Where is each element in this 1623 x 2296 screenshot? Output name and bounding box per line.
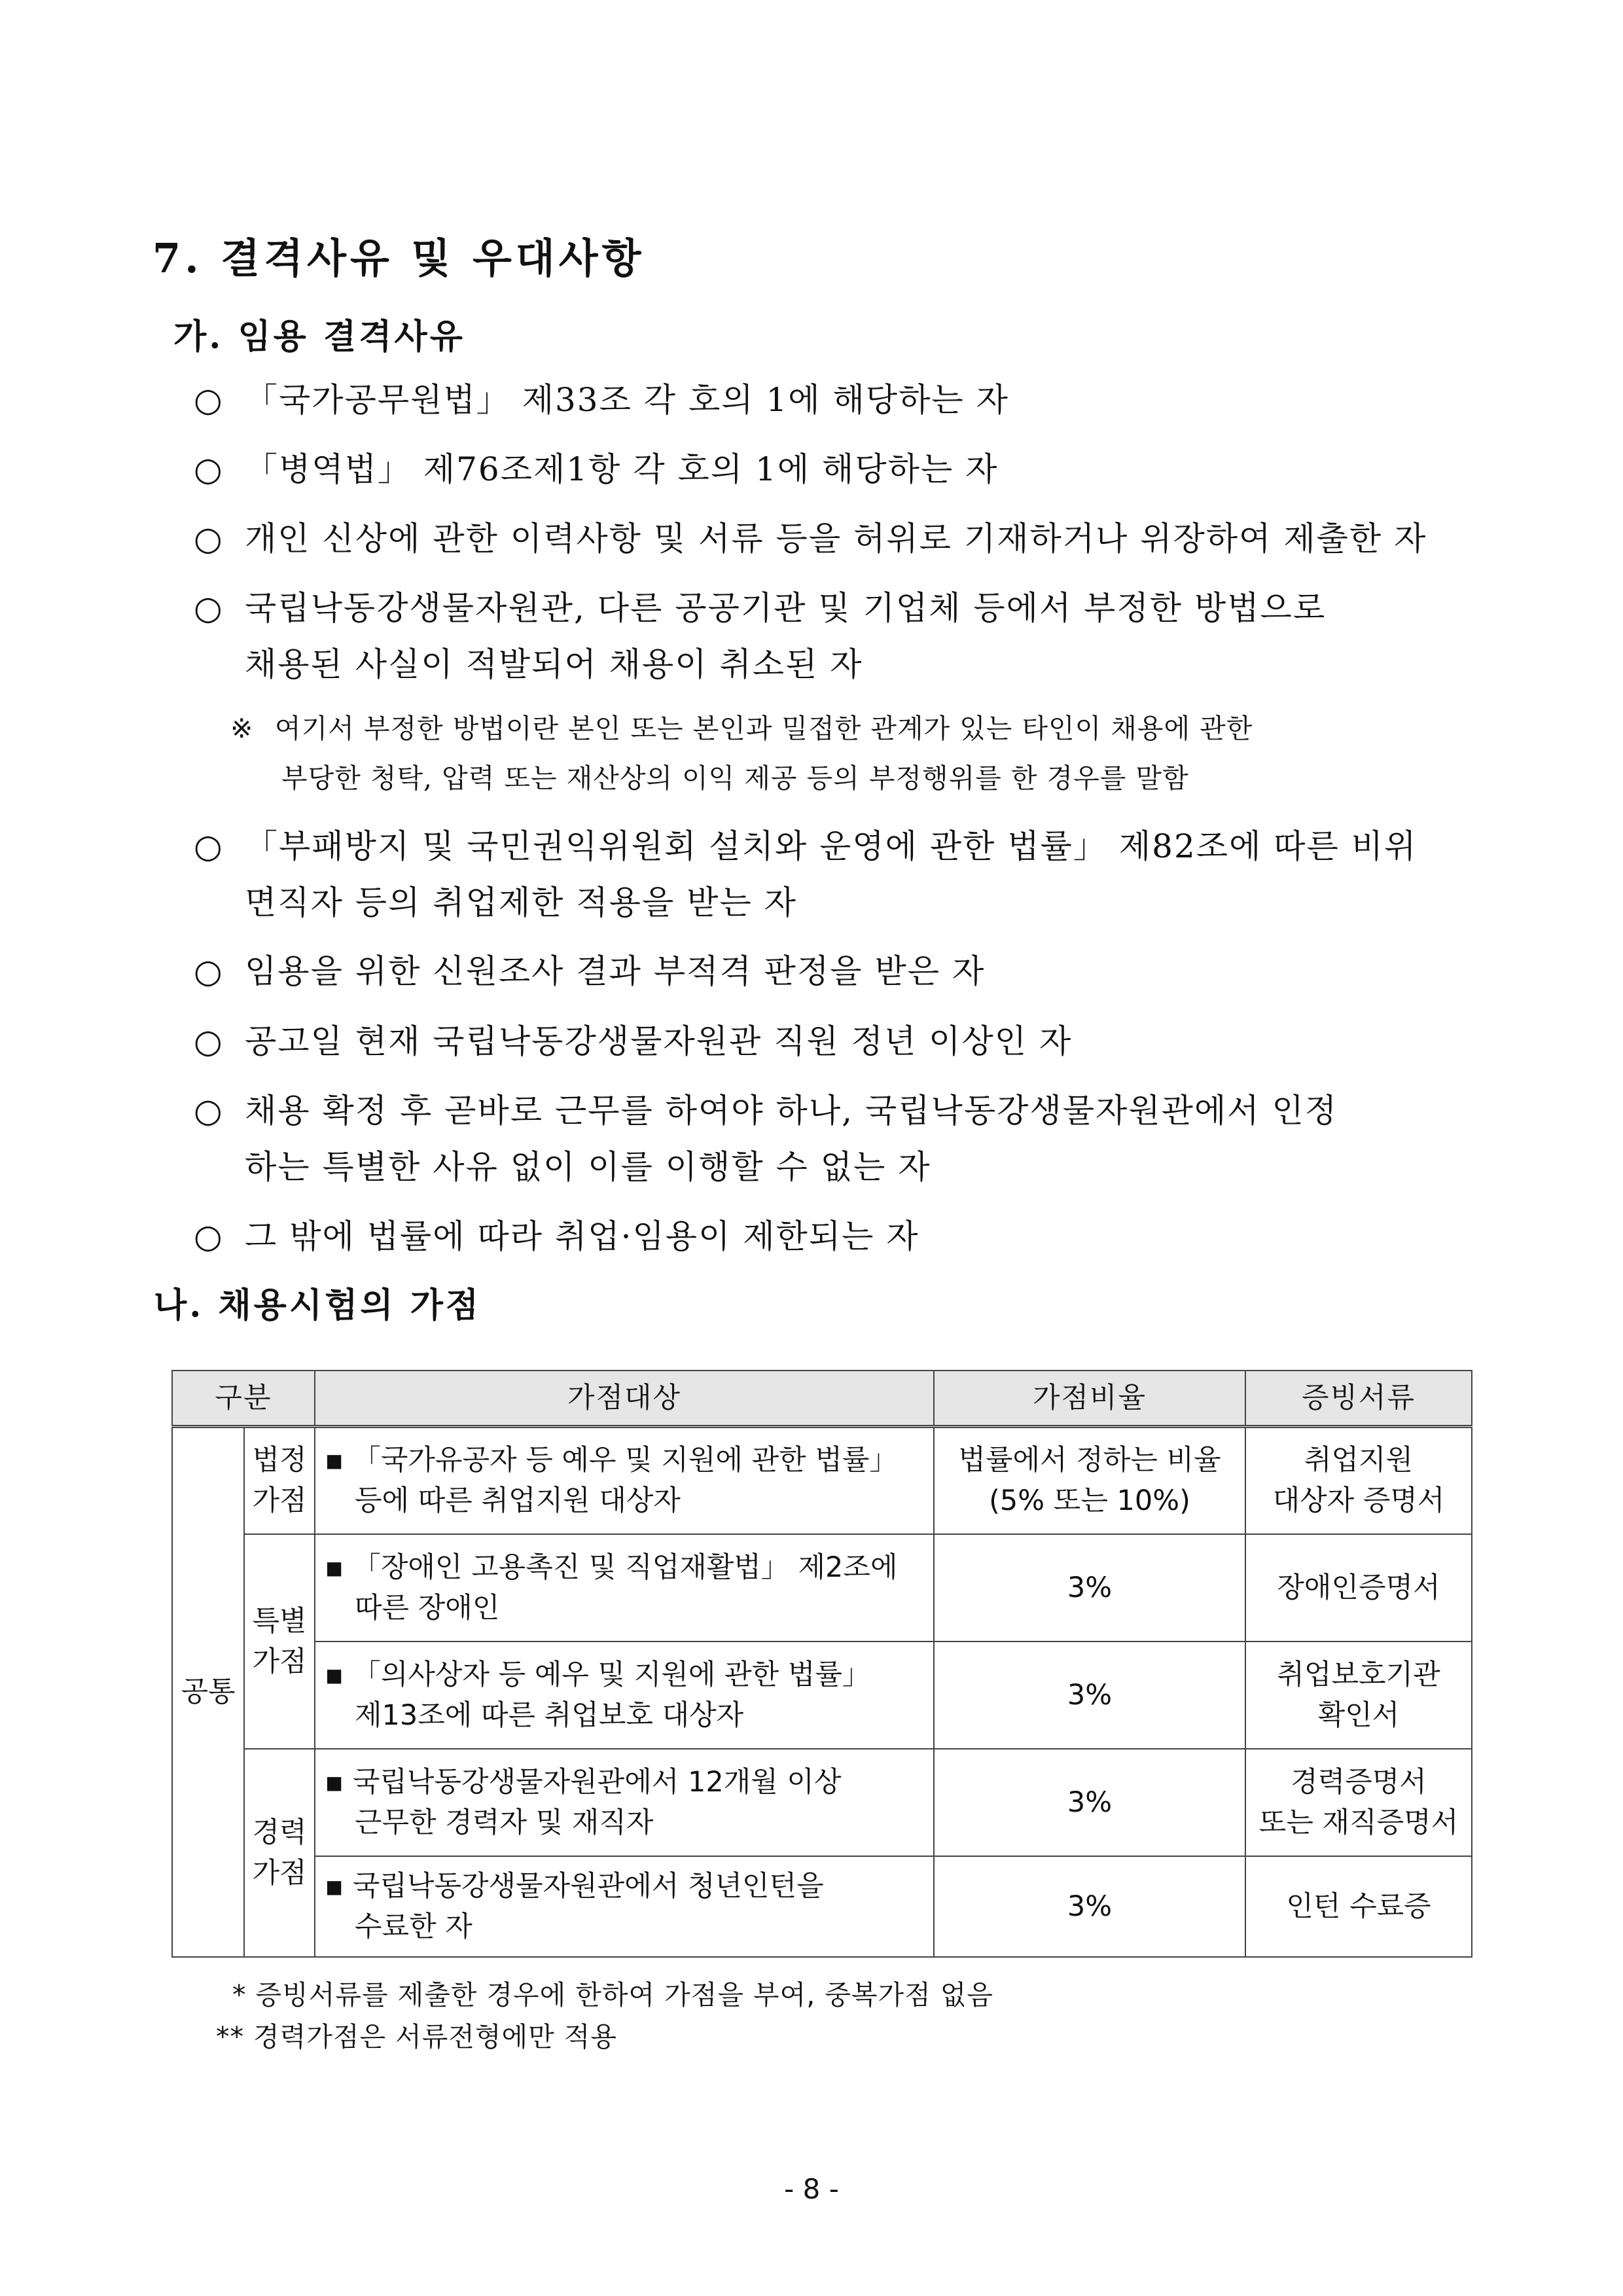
subsection-title-disqualification: 가. 임용 결격사유: [173, 317, 465, 357]
document-cell: 취업보호기관 확인서: [1245, 1641, 1472, 1749]
category-cell: 경력 가점: [244, 1749, 315, 1957]
square-bullet-icon: ▪: [325, 1658, 344, 1691]
target-cell: ▪ 「의사상자 등 예우 및 지원에 관한 법률」 제13조에 따른 취업보호 대상자: [315, 1641, 934, 1749]
table-row: [172, 1856, 1472, 1957]
circle-bullet-icon: ○: [194, 1217, 224, 1255]
square-bullet-icon: ▪: [325, 1765, 344, 1799]
list-item: ○ 「국가공무원법」 제33조 각 호의 1에 해당하는 자: [194, 372, 1476, 428]
square-bullet-icon: ▪: [325, 1869, 344, 1903]
footnote: * 증빙서류를 제출한 경우에 한하여 가점을 부여, 중복가점 없음: [232, 1979, 993, 2011]
document-cell: 인턴 수료증: [1245, 1856, 1472, 1957]
circle-bullet-icon: ○: [194, 1092, 224, 1130]
target-cell: ▪ 「장애인 고용촉진 및 직업재활법」 제2조에 따른 장애인: [315, 1534, 934, 1641]
list-item: ○ 「병역법」 제76조제1항 각 호의 1에 해당하는 자: [194, 441, 1476, 497]
category-cell: 특별 가점: [244, 1534, 315, 1749]
rate-cell: 3%: [934, 1749, 1245, 1856]
square-bullet-icon: ▪: [325, 1444, 344, 1477]
category-cell: 법정 가점: [244, 1427, 315, 1534]
circle-bullet-icon: ○: [194, 589, 224, 627]
circle-bullet-icon: ○: [194, 520, 224, 558]
rate-cell: 법률에서 정하는 비율 (5% 또는 10%): [934, 1427, 1245, 1534]
table-row: [172, 1534, 1472, 1641]
rate-cell: 3%: [934, 1534, 1245, 1641]
circle-bullet-icon: ○: [194, 1022, 224, 1060]
circle-bullet-icon: ○: [194, 952, 224, 990]
footnote: ** 경력가점은 서류전형에만 적용: [216, 2021, 617, 2053]
rate-cell: 3%: [934, 1856, 1245, 1957]
header-rate: 가점비율: [934, 1371, 1245, 1427]
target-cell: ▪ 「국가유공자 등 예우 및 지원에 관한 법률」 등에 따른 취업지원 대상자: [315, 1427, 934, 1534]
table-row: [172, 1749, 1472, 1856]
table-row: [172, 1641, 1472, 1749]
list-item: ○ 국립낙동강생물자원관, 다른 공공기관 및 기업체 등에서 부정한 방법으로 채용된 사실이 적발되어 채용이 취소된 자: [194, 580, 1476, 692]
square-bullet-icon: ▪: [325, 1551, 344, 1584]
list-item: ○ 개인 신상에 관한 이력사항 및 서류 등을 허위로 기재하거나 위장하여 제출한 자: [194, 511, 1476, 567]
circle-bullet-icon: ○: [194, 450, 224, 488]
reference-mark-icon: ※: [230, 713, 254, 744]
table-header-row: [172, 1371, 1472, 1427]
list-item: ○ 공고일 현재 국립낙동강생물자원관 직원 정년 이상인 자: [194, 1013, 1476, 1069]
subsection-title-bonus: 나. 채용시험의 가점: [154, 1285, 482, 1325]
target-cell: ▪ 국립낙동강생물자원관에서 12개월 이상 근무한 경력자 및 재직자: [315, 1749, 934, 1856]
document-cell: 취업지원 대상자 증명서: [1245, 1427, 1472, 1534]
bonus-table: [171, 1370, 1472, 1958]
list-item: ○ 채용 확정 후 곧바로 근무를 하여야 하나, 국립낙동강생물자원관에서 인정 하는 특별한 사유 없이 이를 이행할 수 없는 자: [194, 1083, 1476, 1195]
list-item: ○ 「부패방지 및 국민권익위원회 설치와 운영에 관한 법률」 제82조에 따른 비위 면직자 등의 취업제한 적용을 받는 자: [194, 818, 1476, 931]
header-document: 증빙서류: [1245, 1371, 1472, 1427]
document-cell: 경력증명서 또는 재직증명서: [1245, 1749, 1472, 1856]
note: ※ 여기서 부정한 방법이란 본인 또는 본인과 밀접한 관계가 있는 타인이 채용에 관한 부당한 청탁, 압력 또는 재산상의 이익 제공 등의 부정행위를 한 경우를 말함: [230, 704, 1474, 803]
page-number: - 8 -: [784, 2173, 839, 2205]
rate-cell: 3%: [934, 1641, 1245, 1749]
header-target: 가점대상: [315, 1371, 934, 1427]
circle-bullet-icon: ○: [194, 827, 224, 865]
circle-bullet-icon: ○: [194, 381, 224, 419]
header-category: 구분: [172, 1371, 315, 1427]
target-cell: ▪ 국립낙동강생물자원관에서 청년인턴을 수료한 자: [315, 1856, 934, 1957]
list-item: ○ 임용을 위한 신원조사 결과 부적격 판정을 받은 자: [194, 943, 1476, 999]
document-cell: 장애인증명서: [1245, 1534, 1472, 1641]
section-title: 7. 결격사유 및 우대사항: [152, 234, 645, 282]
list-item: ○ 그 밖에 법률에 따라 취업·임용이 제한되는 자: [194, 1208, 1476, 1265]
table-row: [172, 1427, 1472, 1534]
group-cell: 공통: [172, 1427, 244, 1957]
